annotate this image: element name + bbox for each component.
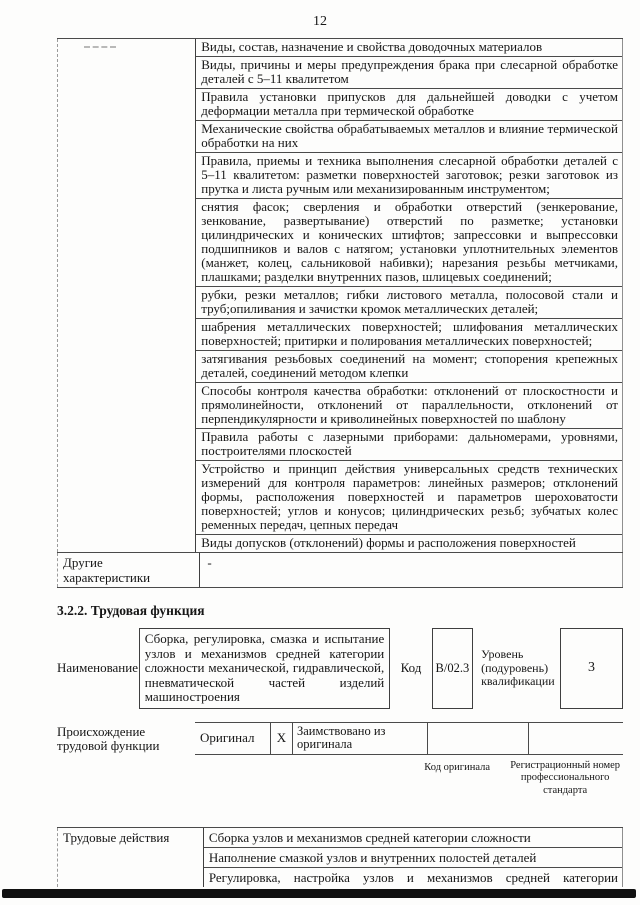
- knowledge-row: рубки, резки металлов; гибки листового металла, полосовой стали и труб;опиливания и зачистки кромок металлических деталей;: [196, 287, 622, 319]
- origin-row: [195, 722, 623, 755]
- function-level-label: Уровень (подуровень) квалификации: [481, 647, 555, 689]
- scan-edge-bar: [2, 889, 636, 898]
- knowledge-table: [57, 38, 623, 552]
- origin-borrowed-label: Заимствовано из оригинала: [293, 723, 428, 754]
- origin-original-mark: Х: [270, 723, 293, 754]
- knowledge-row: Устройство и принцип действия универсальных средств технических измерений для контроля параметров: линейных размеров; отклонений формы, расположения поверхностей и параметров шероховатости поверхностей; углов и конусов; цилиндрических резьб; зубчатых колес ременных передач, цепных передач: [196, 461, 622, 535]
- knowledge-rows-column: [196, 39, 623, 552]
- labour-actions-label: Трудовые действия: [57, 828, 204, 887]
- knowledge-row: Механические свойства обрабатываемых металлов и влияние термической обработки на них: [196, 121, 622, 153]
- knowledge-row: Способы контроля качества обработки: отклонений от плоскостности и прямолинейности, отклонений от параллельности, отклонений от перпендикулярности и криволинейных поверхностей по шаблону: [196, 383, 622, 429]
- knowledge-row: Правила работы с лазерными приборами: дальномерами, уровнями, построителями плоскостей: [196, 429, 622, 461]
- labour-actions-table: [57, 827, 623, 887]
- function-name-label: Наименование: [57, 660, 138, 676]
- origin-code-cell: [428, 723, 529, 754]
- section-heading: 3.2.2. Трудовая функция: [57, 603, 205, 618]
- knowledge-row: Правила, приемы и техника выполнения слесарной обработки деталей с 5–11 квалитетом: разметки поверхностей заготовок; резки заготовок из прутка и листа ручным или механизированным инструментом;: [196, 153, 622, 199]
- origin-registration-label: Регистрационный номер профессионального стандарта: [510, 759, 621, 796]
- function-level-value: 3: [560, 628, 623, 709]
- origin-label: Происхождение трудовой функции: [57, 723, 160, 754]
- other-characteristics-label-cell: [57, 553, 200, 587]
- other-characteristics-row: [57, 552, 623, 588]
- origin-table: [195, 722, 623, 798]
- knowledge-row: шабрения металлических поверхностей; шлифования металлических поверхностей; притирки и полирования металлических поверхностей;: [196, 319, 622, 351]
- function-code-label: Код: [400, 660, 422, 676]
- labour-action-row: Регулировка, настройка узлов и механизмов средней категории: [208, 870, 618, 886]
- page-number: 12: [313, 14, 327, 29]
- origin-original-label: Оригинал: [200, 730, 255, 746]
- function-header: [57, 628, 623, 709]
- origin-sublabels: [195, 760, 623, 798]
- labour-action-row: Наполнение смазкой узлов и внутренних полостей деталей: [204, 848, 622, 868]
- knowledge-row: Виды, состав, назначение и свойства доводочных материалов: [196, 39, 622, 57]
- scan-artifact-dashes: [84, 46, 116, 48]
- function-name-value: Сборка, регулировка, смазка и испытание узлов и механизмов средней категории сложности механической, гидравлической, пневматической частей изделий машиностроения: [139, 628, 390, 709]
- knowledge-row: снятия фасок; сверления и обработки отверстий (зенкерование, зенкование, развертывание) отверстий по разметке; установки цилиндрических и конических штифтов; запрессовки и выпрессовки подшипников и валов с натягом; установки уплотнительных элементов (манжет, колец, сальниковой набивки); нарезания резьбы метчиками, плашками; разделки внутренних пазов, шлицевых соединений;: [196, 199, 622, 287]
- origin-registration-cell: [529, 723, 623, 754]
- knowledge-row: Виды, причины и меры предупреждения брака при слесарной обработке деталей с 5–11 квалитетом: [196, 57, 622, 89]
- labour-action-row: Сборка узлов и механизмов средней категории сложности: [204, 828, 622, 848]
- labour-actions-rows: [204, 828, 623, 887]
- other-characteristics-label: Другие характеристики: [63, 555, 151, 585]
- function-code-value: В/02.3: [432, 628, 473, 709]
- origin-code-original-label: Код оригинала: [424, 761, 490, 773]
- knowledge-left-column: [57, 39, 196, 552]
- origin-block: [57, 722, 623, 798]
- other-characteristics-value: -: [200, 553, 623, 587]
- knowledge-row: затягивания резьбовых соединений на момент; стопорения крепежных деталей, соединений методом клепки: [196, 351, 622, 383]
- knowledge-row: Правила установки припусков для дальнейшей доводки с учетом деформации металла при термической обработке: [196, 89, 622, 121]
- knowledge-row: Виды допусков (отклонений) формы и расположения поверхностей: [201, 535, 576, 550]
